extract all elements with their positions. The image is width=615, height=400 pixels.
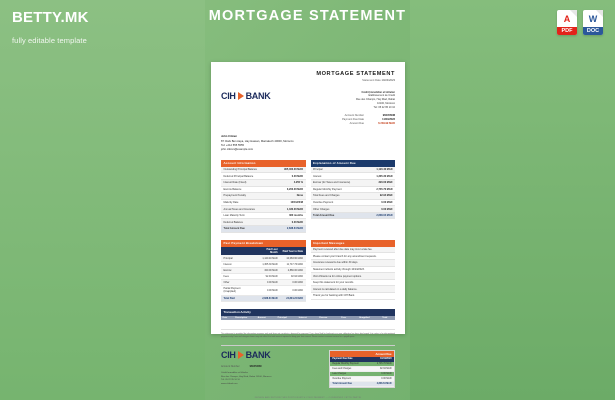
- row-key: Escrow (for Taxes and Insurance): [313, 181, 351, 185]
- transaction-activity-columns: [221, 316, 395, 320]
- col-header: Unapplied: [358, 317, 370, 320]
- footer-address-line: Tél: 05 22 95 10 10: [221, 379, 240, 382]
- col-header: Paid Last Month: [256, 247, 280, 256]
- row-key: Regular Monthly Payment: [313, 187, 342, 191]
- bank-row: [221, 91, 395, 110]
- row-value: None: [296, 194, 303, 198]
- row-key: Total Amount Due: [223, 227, 245, 231]
- past-payment-header: Past Payment Breakdown: [221, 240, 306, 247]
- tear-line-notice: DETACH AND RETURN THIS PORTION WITH YOUR PAYMENT — CONSERVEZ CETTE PARTIE: [254, 397, 362, 400]
- table-row: Principal 1,120.40 MAD 10,083.60 MAD: [221, 255, 306, 261]
- row-key: Total Fees and Charges: [313, 194, 340, 198]
- row-key: Late Charges: [332, 372, 347, 375]
- row-value: 320.00 MAD: [378, 181, 393, 185]
- explanation-header: Explanation of Amount Due: [311, 160, 396, 167]
- transaction-activity-header: Transaction Activity: [221, 309, 395, 316]
- footer-divider: [221, 345, 395, 346]
- row-value: 0.00 MAD: [381, 207, 393, 211]
- col-header: [221, 247, 256, 256]
- row-value: 1,305.30 MAD: [376, 174, 393, 178]
- pdf-glyph: A: [563, 14, 571, 24]
- row-key: Total Amount Due: [332, 383, 352, 386]
- row-value: 0.00 MAD: [291, 174, 303, 178]
- bank-logo-cih: CIH: [221, 90, 236, 101]
- col-header: Principal: [277, 317, 287, 320]
- bank-logo-bank: BANK: [245, 350, 271, 361]
- footer-address: [221, 372, 322, 386]
- row-value: 2,745.70 MAD: [376, 187, 393, 191]
- row-key: Deferred Balance: [223, 220, 243, 224]
- footer-account-value: 9604560M: [249, 365, 262, 369]
- statement-date-label: Statement Date: [362, 78, 381, 82]
- row-value: 4.250 %: [293, 181, 303, 185]
- row-value: 1,430.00 MAD: [286, 207, 303, 211]
- footer-address-line: Rue des Champs, Hay Riad, Rabat 10100, Morocco: [221, 375, 272, 378]
- word-file-icon[interactable]: [583, 10, 603, 35]
- message-line: Visit cihbank.ma for online payment options.: [313, 274, 362, 278]
- row-value: 92.94 MAD: [380, 367, 392, 370]
- statement-date: [221, 79, 395, 82]
- summary-key: Payment Due Date: [342, 118, 364, 122]
- background-right: [410, 0, 615, 400]
- bank-address-line: 10100, Morocco: [377, 102, 395, 106]
- col-header: Total: [382, 317, 388, 320]
- message-line: Please contact your branch for any amendment requests.: [313, 254, 377, 258]
- statement-date-value: 10/24/2023: [381, 78, 395, 82]
- row-key: Other Charges: [313, 207, 330, 211]
- due-date-value: 11/04/2023: [380, 358, 392, 361]
- table-row: Escrow 320.00 MAD 2,880.00 MAD: [221, 267, 306, 273]
- summary-value: 9604560M: [382, 113, 395, 117]
- message-line: Keep this statement for your records.: [313, 281, 354, 285]
- pdf-file-icon[interactable]: [557, 10, 577, 35]
- row-value: 92.94 MAD: [379, 194, 393, 198]
- summary-key: Account Number: [344, 113, 364, 117]
- table-row-total: Total Paid 2,838.64 MAD 24,804.24 MAD: [221, 295, 306, 301]
- row-key: Overdue Payment: [313, 201, 334, 204]
- col-header: Date: [222, 317, 228, 320]
- document-header: [221, 71, 395, 82]
- customer-name: John Citizen: [221, 135, 237, 139]
- table-row: Fees 92.94 MAD 92.94 MAD: [221, 274, 306, 280]
- row-key: Escrow Balance: [223, 187, 242, 191]
- bank-logo-bank: BANK: [245, 90, 271, 101]
- footer-amount-due-box: [329, 350, 395, 388]
- message-line: Payment received after due date may incur a late fee.: [313, 248, 373, 252]
- row-key: Prepayment Penalty: [223, 194, 247, 198]
- summary-key: Amount Due: [349, 122, 364, 126]
- bank-address-line: Crédit Immobilier et Hôtelier: [361, 90, 395, 94]
- page-title: MORTGAGE STATEMENT: [208, 8, 407, 24]
- row-value: 2,838.64 MAD: [286, 227, 303, 231]
- legal-fineprint: This statement is provided for information purposes only and does not constitute a demand for payment. If you have filed for bankruptcy or your obligation has been discharged, this notice is for informational purposes only. Fees and charges shown may not reflect the total amount required to bring your loan current. Please contact customer service for a payoff quote.: [221, 333, 395, 338]
- row-key: Interest: [313, 174, 322, 178]
- past-payment-table: [221, 247, 306, 302]
- account-summary-top: [221, 114, 395, 126]
- bank-address-line: Tél: 05 22 95 10 10: [373, 106, 395, 109]
- row-value: 2,838.64 MAD: [376, 214, 393, 218]
- row-value: 0.00 MAD: [381, 372, 392, 375]
- row-key: Deferred Principal Balance: [223, 174, 254, 178]
- row-key: Overdue Payment: [332, 378, 351, 381]
- footer-address-line: www.cihbank.ma: [221, 382, 238, 385]
- statement-document: [211, 62, 405, 400]
- important-messages-table: [311, 240, 396, 302]
- customer-address-line: Tel: +212 555 5555: [221, 143, 244, 147]
- message-line: Interest is calculated on a daily balance.: [313, 287, 358, 291]
- col-header: Escrow: [319, 317, 328, 320]
- row-value: 2,745.70 MAD: [376, 362, 392, 365]
- row-key: Loan Maturity Term: [223, 214, 245, 218]
- file-format-icons: [557, 10, 603, 35]
- account-information-header: Account Information: [221, 160, 306, 167]
- footer-account-label: Account Number: [221, 365, 240, 369]
- summary-value: 11/04/2023: [382, 118, 395, 122]
- col-header: Paid Year to Date: [280, 247, 305, 256]
- col-header: Amount: [257, 317, 266, 320]
- past-payment-breakdown: [221, 240, 306, 302]
- brand-tagline: fully editable template: [12, 36, 87, 45]
- document-title: MORTGAGE STATEMENT: [316, 71, 395, 77]
- message-line: Statement reflects activity through 10/24/2023.: [313, 267, 365, 271]
- background-left: [0, 0, 205, 400]
- lower-tables: [221, 240, 395, 302]
- message-line: Thank you for banking with CIH Bank.: [313, 294, 355, 298]
- row-key: Maturity Date: [223, 201, 239, 204]
- payment-stub: [221, 350, 395, 388]
- col-header: Description: [235, 317, 248, 320]
- col-header: Interest: [298, 317, 307, 320]
- row-value: 1,120.40 MAD: [376, 168, 393, 172]
- row-key: Total Amount Due: [313, 214, 335, 218]
- footer-address-line: Crédit Immobilier et Hôtelier: [221, 372, 249, 375]
- customer-address-line: john.citizen@example.com: [221, 148, 254, 152]
- bank-logo: [221, 91, 270, 101]
- row-value: 3,200.00 MAD: [286, 187, 303, 191]
- row-key: Principal: [313, 168, 323, 172]
- transaction-activity-body: [221, 320, 395, 330]
- row-value: 0.00 MAD: [381, 378, 392, 381]
- row-key: Fees and Charges: [332, 367, 352, 370]
- footer-account-number: [221, 365, 322, 368]
- table-row: Other 0.00 MAD 0.00 MAD: [221, 280, 306, 286]
- row-value: 0.00 MAD: [381, 201, 393, 204]
- word-glyph: W: [588, 14, 598, 24]
- table-row: Interest 1,305.30 MAD 11,747.70 MAD: [221, 261, 306, 267]
- col-header: Fees: [341, 317, 347, 320]
- footer-bank-logo: [221, 350, 322, 360]
- row-value: 2,838.64 MAD: [376, 383, 392, 386]
- row-key: Annual Taxes and Insurance: [223, 207, 256, 211]
- pdf-label: PDF: [557, 27, 577, 36]
- word-label: DOC: [583, 27, 603, 36]
- important-messages-header: Important Messages: [311, 240, 396, 247]
- bank-logo-arrow-icon: [238, 351, 244, 359]
- customer-address-line: 87 Clark Ben Aaya, Hay Hassan, Marrakech 40000, Morocco: [221, 139, 294, 143]
- message-line: Insurance renewal is due within 30 days.: [313, 261, 359, 265]
- bank-logo-cih: CIH: [221, 350, 236, 361]
- bank-address: [356, 91, 395, 110]
- row-key: Regular Monthly Payment: [332, 362, 359, 365]
- row-value: 0.00 MAD: [291, 220, 303, 224]
- row-key: Outstanding Principal Balance: [223, 168, 257, 172]
- due-date-label: Payment Due Date: [332, 358, 353, 361]
- brand-name: BETTY.MK: [12, 9, 89, 26]
- explanation-of-amount-due-table: [311, 160, 396, 233]
- bank-address-line: Établissement de Crédit: [368, 94, 395, 98]
- table-row: Partial Payment (Unapplied) 0.00 MAD 0.00 MAD: [221, 286, 306, 295]
- customer-address: [221, 135, 395, 152]
- row-value: 10/01/2048: [290, 201, 303, 204]
- row-value: 905,460.00 MAD: [284, 168, 303, 172]
- bank-address-line: Rue des Champs, Hay Riad, Rabat: [355, 98, 395, 102]
- footer-amount-due-header: Amount Due: [330, 351, 394, 357]
- bank-logo-arrow-icon: [238, 92, 244, 100]
- row-key: Interest Rate (Fixed): [223, 181, 247, 185]
- summary-tables: [221, 160, 395, 233]
- amount-due-value: $ 239.99 MAD: [378, 122, 395, 126]
- account-information-table: [221, 160, 306, 233]
- row-value: 360 months: [289, 214, 303, 218]
